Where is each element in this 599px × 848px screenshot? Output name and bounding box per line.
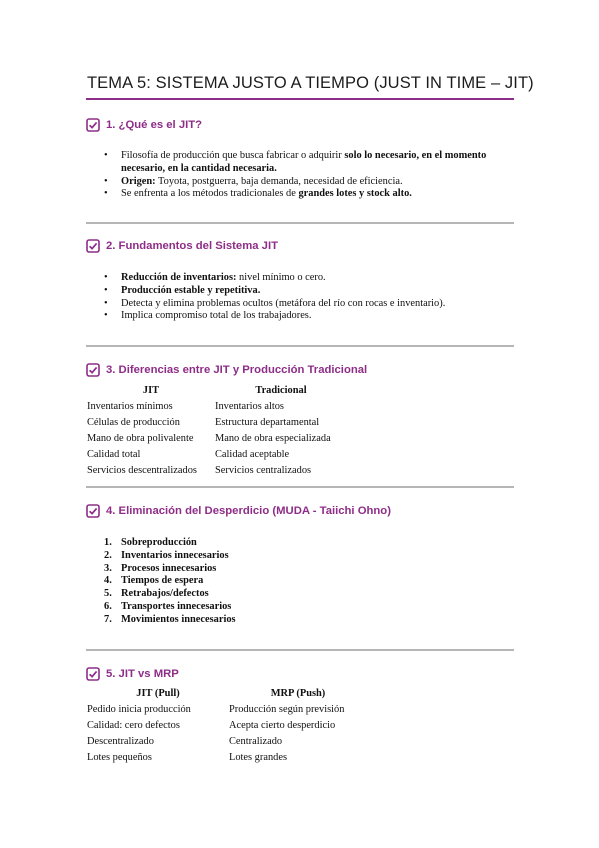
table-cell: Servicios descentralizados [87,464,197,476]
column-header: JIT (Pull) [136,687,180,699]
section-1-title: 1. ¿Qué es el JIT? [106,119,203,131]
table-row [87,430,347,446]
table-cell: Descentralizado [87,735,154,747]
table-row [87,398,347,414]
list-item: 5. Retrabajos/defectos [104,588,209,600]
list-item: 3. Procesos innecesarios [104,562,217,574]
table-cell: Mano de obra especializada [215,432,331,444]
list-item: 2. Inventarios innecesarios [104,549,229,561]
section-5-title: 5. JIT vs MRP [106,668,179,680]
list-item: • Se enfrenta a los métodos tradicionales de grandes lotes y stock alto. [104,188,504,201]
table-row [87,462,347,478]
list-item: 6. Transportes innecesarios [104,600,232,612]
checkbox-checked-icon [86,239,100,253]
section-2-heading [86,237,278,255]
list-item: • Filosofía de producción que busca fabricar o adquirir solo lo necesario, en el momento necesario, en la cantidad necesaria. [104,150,504,176]
section-3-title: 3. Diferencias entre JIT y Producción Tradicional [106,364,368,376]
list-item: • Origen: Toyota, postguerra, baja demanda, necesidad de eficiencia. [104,176,504,189]
list-item: • Detecta y elimina problemas ocultos (metáfora del río con rocas e inventario). [104,298,504,311]
section-1-list [104,150,504,201]
table-cell: Inventarios altos [215,400,284,412]
section-4-list [104,537,236,627]
section-2-title: 2. Fundamentos del Sistema JIT [106,240,279,252]
checkbox-checked-icon [86,504,100,518]
table-row [87,749,367,765]
table-cell: Calidad total [87,448,141,460]
table-cell: Producción según previsión [229,703,345,715]
table-cell: Inventarios mínimos [87,400,173,412]
table-cell: Acepta cierto desperdicio [229,719,336,731]
section-4-title: 4. Eliminación del Desperdicio (MUDA - Taiichi Ohno) [106,505,391,517]
table-cell: Pedido inicia producción [87,703,191,715]
list-item: 4. Tiempos de espera [104,575,204,587]
checkbox-checked-icon [86,118,100,132]
page-title: TEMA 5: SISTEMA JUSTO A TIEMPO (JUST IN TIME – JIT) [87,74,534,92]
section-divider [86,345,514,347]
table-header-row [87,685,367,701]
list-item: • Implica compromiso total de los trabajadores. [104,310,504,323]
table-row [87,733,367,749]
table-cell: Células de producción [87,416,180,428]
checkbox-checked-icon [86,667,100,681]
table-cell: Estructura departamental [215,416,320,428]
list-item: • Producción estable y repetitiva. [104,285,504,298]
section-1-heading [86,116,202,134]
column-header: JIT [142,384,160,396]
table-row [87,717,367,733]
list-item: 7. Movimientos innecesarios [104,613,236,625]
section-4-heading [86,502,391,520]
column-header: Tradicional [255,384,307,396]
section-divider [86,486,514,488]
section-divider [86,222,514,224]
table-header-row [87,382,347,398]
title-underline [86,98,514,100]
list-item: • Reducción de inventarios: nivel mínimo o cero. [104,272,504,285]
section-3-heading [86,361,367,379]
table-cell: Lotes pequeños [87,751,152,763]
table-cell: Calidad aceptable [215,448,290,460]
table-row [87,446,347,462]
checkbox-checked-icon [86,363,100,377]
section-5-heading [86,665,179,683]
table-cell: Servicios centralizados [215,464,312,476]
table-row [87,414,347,430]
table-cell: Centralizado [229,735,283,747]
section-2-list [104,272,504,323]
table-cell: Lotes grandes [229,751,287,763]
table-row [87,701,367,717]
comparison-table-jit-traditional [87,382,347,478]
comparison-table-jit-mrp [87,685,367,765]
table-cell: Calidad: cero defectos [87,719,180,731]
list-item: 1. Sobreproducción [104,537,197,548]
table-cell: Mano de obra polivalente [87,432,194,444]
section-divider [86,649,514,651]
column-header: MRP (Push) [270,687,326,699]
